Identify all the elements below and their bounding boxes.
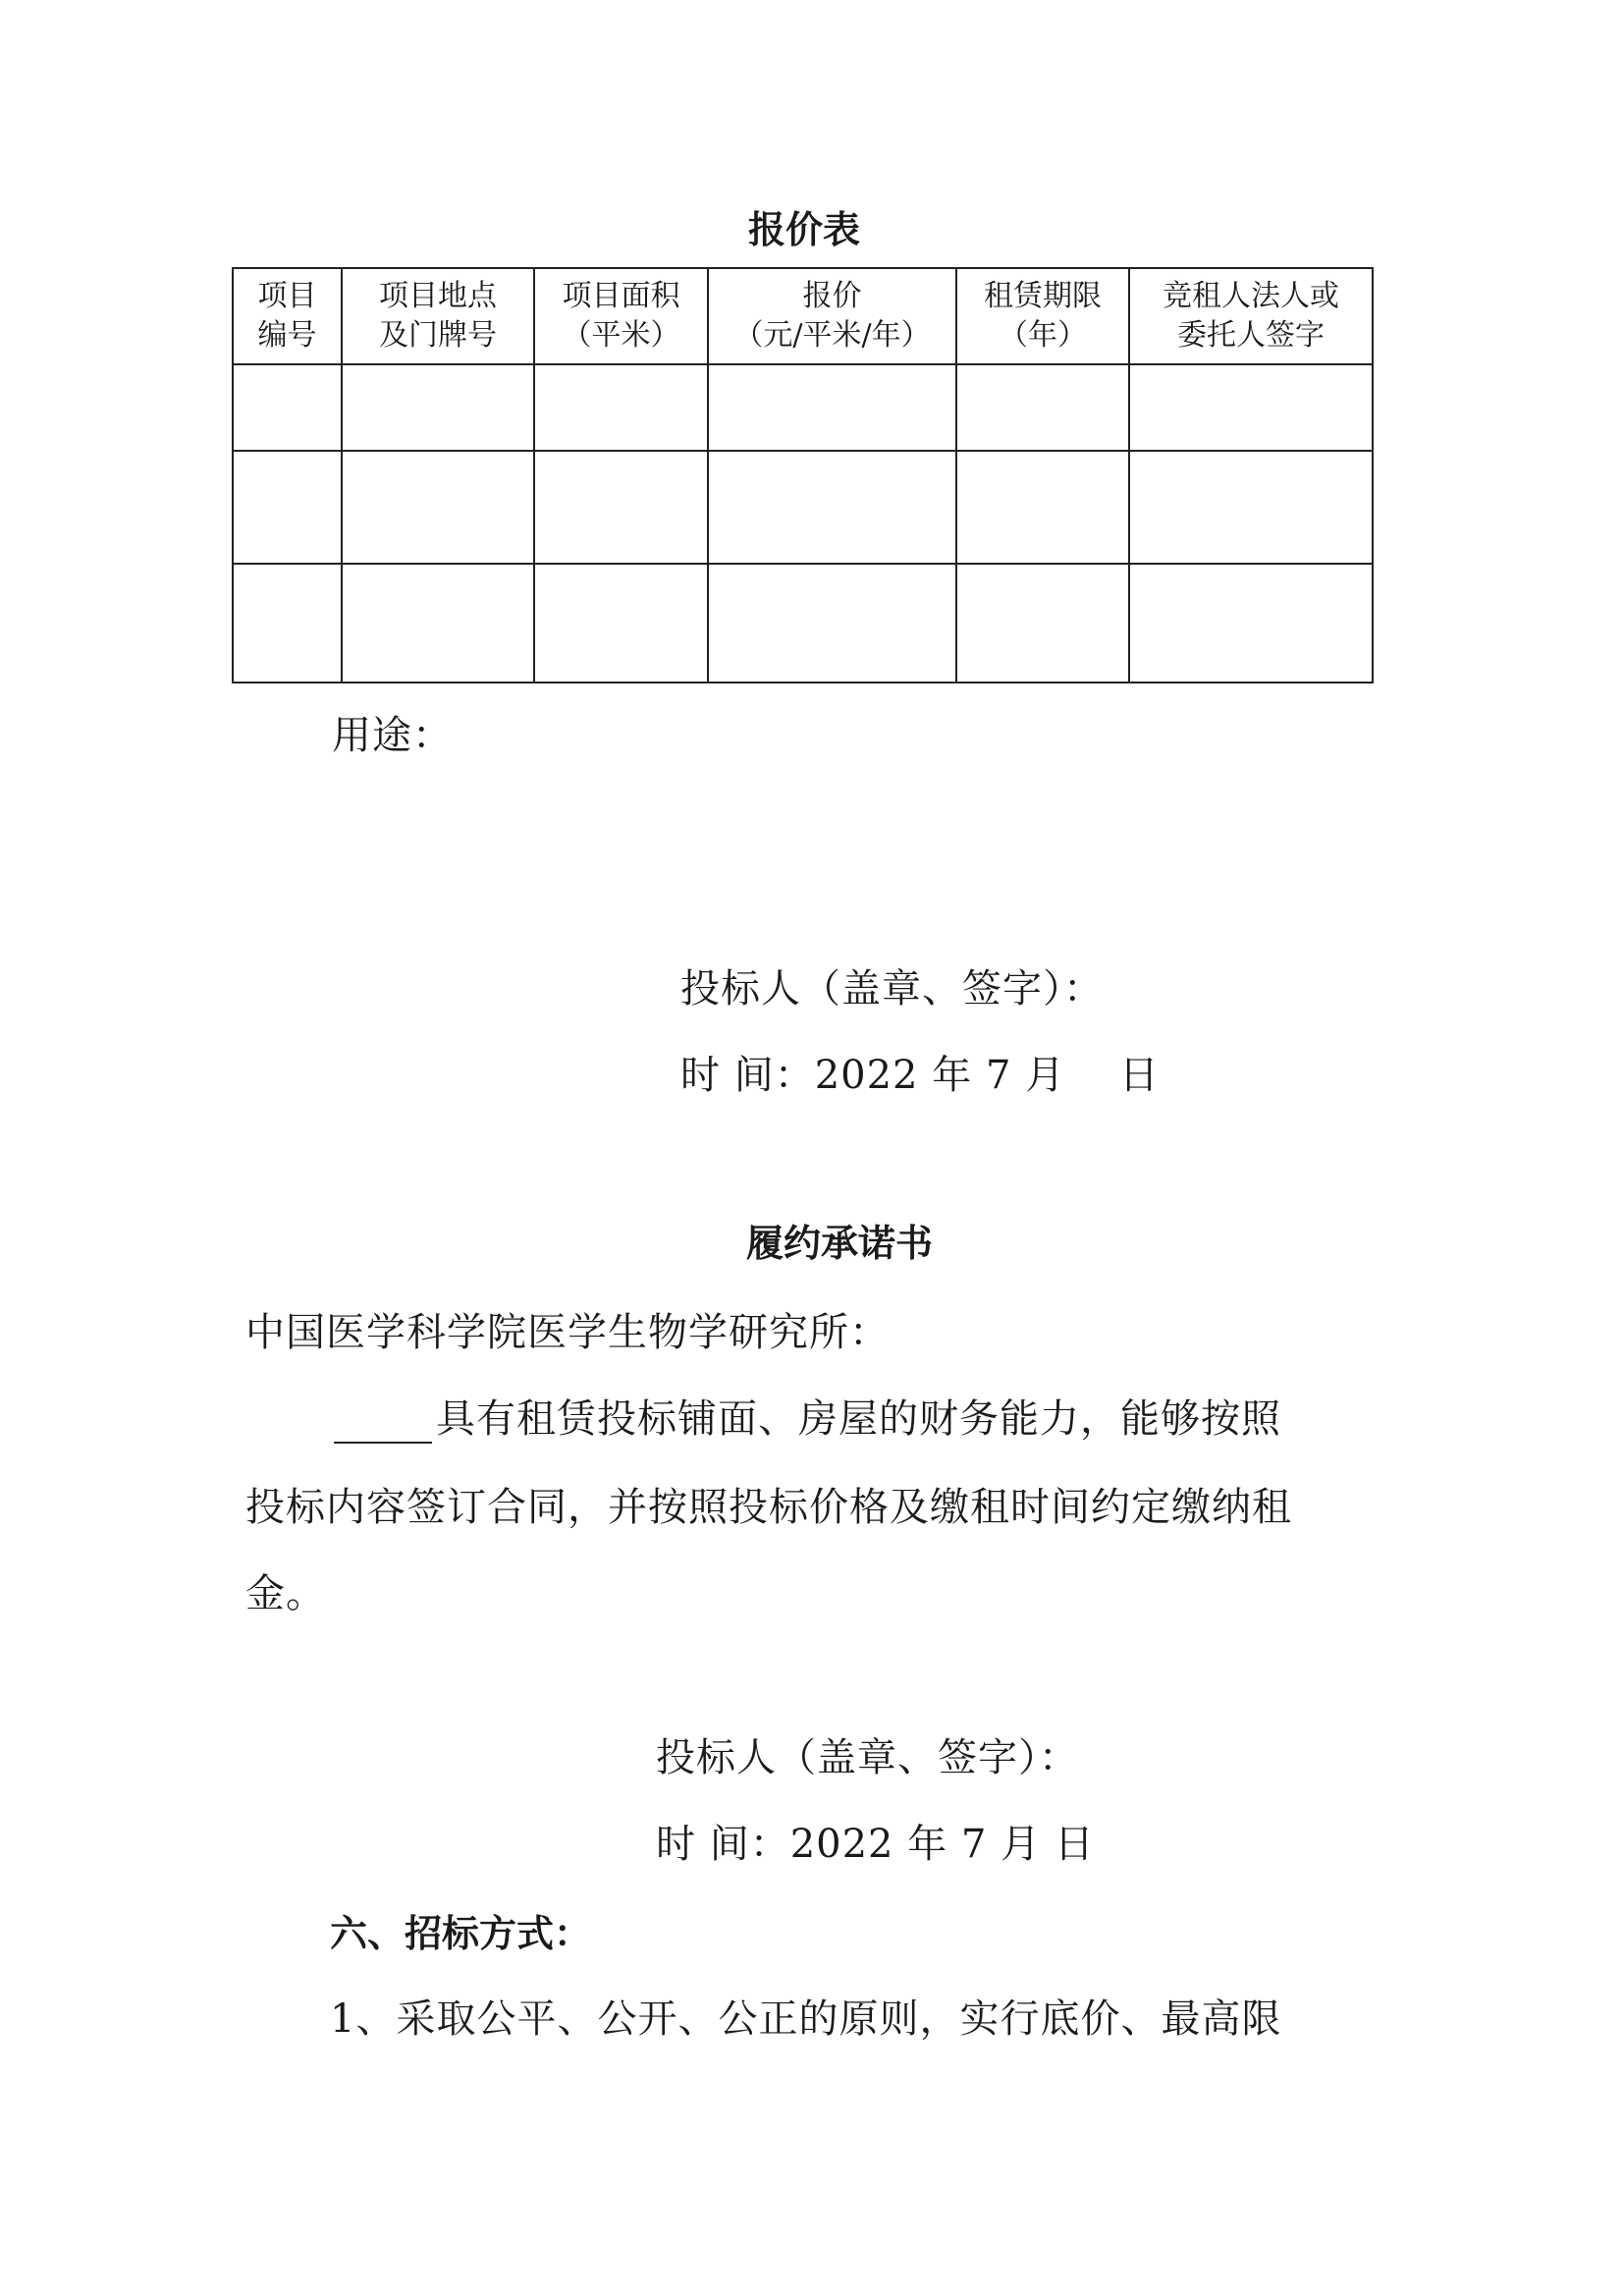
commitment-paragraph-line: 金。 — [245, 1571, 326, 1616]
table-cell[interactable] — [233, 564, 342, 683]
commitment-title: 履约承诺书 — [746, 1222, 934, 1265]
table-cell[interactable] — [1129, 364, 1373, 451]
quote-table — [232, 267, 1374, 683]
commitment-paragraph-line: 投标内容签订合同，并按照投标价格及缴租时间约定缴纳租 — [245, 1485, 1292, 1530]
table-cell[interactable] — [1129, 564, 1373, 683]
section-item: 1、采取公平、公开、公正的原则，实行底价、最高限 — [330, 1996, 1282, 2042]
addressee: 中国医学科学院医学生物学研究所： — [245, 1310, 890, 1355]
table-cell[interactable] — [956, 451, 1129, 564]
section-heading: 六、招标方式： — [330, 1912, 592, 1955]
header-cell: 租赁期限 （年） — [956, 268, 1129, 364]
header-cell: 项目地点 及门牌号 — [342, 268, 534, 364]
header-cell: 竞租人法人或 委托人签字 — [1129, 268, 1373, 364]
table-row — [233, 364, 1373, 451]
table-cell[interactable] — [342, 564, 534, 683]
table-cell[interactable] — [708, 564, 956, 683]
date-label: 时 间：2022 年 7 月 日 — [656, 1822, 1095, 1867]
header-cell: 报价 （元/平米/年） — [708, 268, 956, 364]
table-cell[interactable] — [534, 564, 708, 683]
bidder-signature-label: 投标人（盖章、签字）： — [656, 1735, 1079, 1780]
header-cell: 项目 编号 — [233, 268, 342, 364]
table-cell[interactable] — [956, 364, 1129, 451]
quote-table-title: 报价表 — [748, 208, 861, 251]
table-cell[interactable] — [956, 564, 1129, 683]
usage-label: 用途： — [332, 713, 453, 758]
table-row — [233, 451, 1373, 564]
table-cell[interactable] — [233, 451, 342, 564]
header-cell: 项目面积 （平米） — [534, 268, 708, 364]
table-header-row — [233, 268, 1373, 364]
table-cell[interactable] — [708, 451, 956, 564]
table-cell[interactable] — [708, 364, 956, 451]
date-label: 时 间：2022 年 7 月 日 — [680, 1053, 1160, 1098]
name-blank-field[interactable] — [334, 1406, 432, 1444]
table-cell[interactable] — [534, 451, 708, 564]
table-cell[interactable] — [342, 451, 534, 564]
commitment-paragraph-line: 具有租赁投标铺面、房屋的财务能力，能够按照 — [334, 1388, 1281, 1444]
table-cell[interactable] — [534, 364, 708, 451]
table-cell[interactable] — [342, 364, 534, 451]
bidder-signature-label: 投标人（盖章、签字）： — [680, 966, 1104, 1011]
table-row — [233, 564, 1373, 683]
table-cell[interactable] — [1129, 451, 1373, 564]
table-cell[interactable] — [233, 364, 342, 451]
